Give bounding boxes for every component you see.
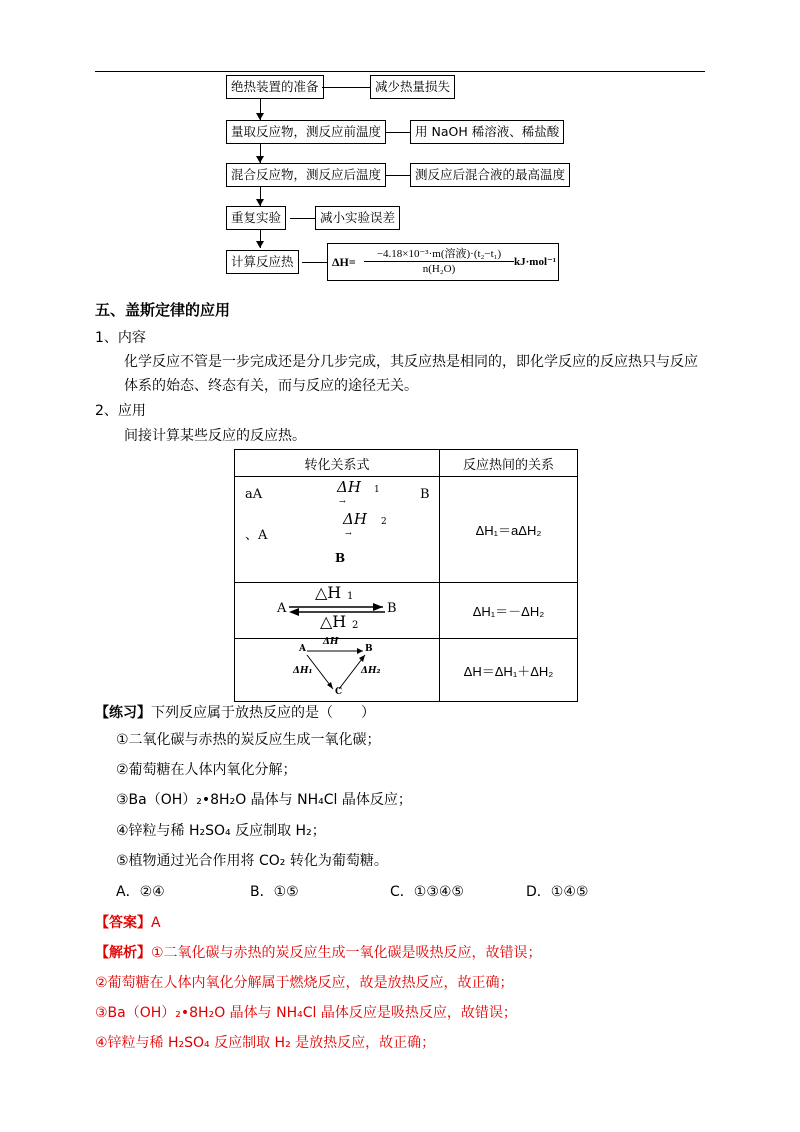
flow-connector [302, 262, 327, 263]
label-A: A [277, 601, 287, 616]
analysis-text: ①二氧化碳与赤热的炭反应生成一氧化碳是吸热反应，故错误； [151, 945, 542, 961]
arrow-down-icon [256, 199, 264, 206]
label-dH2: ΔH₂ [361, 666, 381, 676]
label-dH2-sub: 2 [352, 620, 359, 631]
label-dH1-sub: 1 [374, 485, 380, 495]
label-C: C [335, 687, 343, 697]
arrow-down-icon [256, 156, 264, 163]
diagram-cell-1 [235, 477, 440, 583]
formula-lhs: ΔH= [332, 255, 356, 269]
flow-step-2: 量取反应物，测反应前温度 [226, 120, 386, 144]
label-dH1: ΔH [337, 478, 361, 496]
label-dH1-sub: 1 [347, 591, 354, 602]
flow-note-3: 测反应后混合液的最高温度 [410, 163, 570, 187]
diagram-cell-2 [235, 583, 440, 639]
table-row [235, 583, 578, 639]
analysis-line: ④锌粒与稀 H₂SO₄ 反应制取 H₂ 是放热反应，故正确； [95, 1035, 436, 1051]
table-row [235, 639, 578, 702]
relation-cell: ΔH＝ΔH₁＋ΔH₂ [440, 639, 578, 702]
equilibrium-arrows-icon [287, 603, 387, 617]
formula-numerator: −4.18×10⁻³·m(溶液)·(t₂−t₁) [376, 248, 502, 260]
diagram-cell-3 [235, 639, 440, 702]
flow-step-3: 混合反应物，测反应后温度 [226, 163, 386, 187]
formula-unit: kJ·mol⁻¹ [514, 256, 557, 268]
flow-connector [385, 175, 410, 176]
flow-step-1: 绝热装置的准备 [226, 75, 324, 99]
label-dH: ΔH [323, 637, 339, 647]
item1-text-line1: 化学反应不管是一步完成还是分几步完成，其反应热是相同的，即化学反应的反应热只与反应 [124, 354, 698, 370]
header-rule [95, 71, 705, 72]
item1-text-line2: 体系的始态、终态有关，而与反应的途径无关。 [124, 378, 418, 394]
label-aA: aA [245, 487, 263, 502]
label-B: B [335, 551, 346, 565]
item1-heading: 1、内容 [95, 330, 146, 346]
exercise-label: 【练习】 [95, 705, 151, 721]
answer-label: 【答案】 [95, 915, 151, 931]
arrow-down-icon [256, 241, 264, 248]
label-dH2: △H [320, 612, 347, 631]
flow-step-5: 计算反应热 [226, 250, 299, 274]
hess-table [234, 449, 578, 702]
formula-box [327, 243, 559, 281]
table-row [235, 477, 578, 583]
exercise-option: ③Ba（OH）₂•8H₂O 晶体与 NH₄Cl 晶体反应； [116, 792, 412, 808]
label-A: A [299, 644, 306, 654]
table-header-cell: 反应热间的关系 [440, 450, 578, 477]
arrow-right-icon: → [345, 529, 352, 538]
exercise-question [95, 703, 375, 723]
choice-b: B．①⑤ [250, 884, 299, 900]
label-dH1: ΔH₁ [293, 666, 313, 676]
relation-cell: ΔH₁＝－ΔH₂ [440, 583, 578, 639]
relation-cell: ΔH₁＝aΔH₂ [440, 477, 578, 583]
answer [95, 913, 161, 933]
label-B: B [420, 487, 430, 502]
arrow-down-icon [256, 113, 264, 120]
label-B: B [387, 601, 397, 616]
flow-note-1: 减少热量损失 [370, 75, 455, 99]
flow-connector [290, 218, 315, 219]
flow-note-2: 用 NaOH 稀溶液、稀盐酸 [410, 120, 564, 144]
fraction-bar [364, 261, 514, 262]
label-dH1: △H [315, 583, 342, 602]
analysis-line [95, 943, 542, 963]
arrow-right-icon: → [339, 497, 346, 506]
analysis-line: ③Ba（OH）₂•8H₂O 晶体与 NH₄Cl 晶体反应是吸热反应，故错误； [95, 1005, 517, 1021]
label-dH2-sub: 2 [381, 517, 387, 527]
table-header-cell: 转化关系式 [235, 450, 440, 477]
exercise-option: ①二氧化碳与赤热的炭反应生成一氧化碳； [116, 732, 381, 748]
exercise-question-text: 下列反应属于放热反应的是（ ） [151, 705, 375, 721]
flow-step-4: 重复实验 [226, 206, 286, 230]
flow-connector [385, 132, 410, 133]
flow-connector [322, 87, 370, 88]
exercise-option: ⑤植物通过光合作用将 CO₂ 转化为葡萄糖。 [116, 853, 388, 869]
flow-note-4: 减小实验误差 [315, 206, 400, 230]
label-B: B [365, 644, 373, 654]
analysis-label: 【解析】 [95, 945, 151, 961]
formula-denominator: n(H₂O) [422, 263, 456, 275]
item2-heading: 2、应用 [95, 403, 146, 419]
answer-value: A [151, 915, 161, 931]
section-title: 五、盖斯定律的应用 [95, 301, 231, 319]
label-A: 、A [245, 528, 268, 543]
exercise-option: ④锌粒与稀 H₂SO₄ 反应制取 H₂； [116, 823, 326, 839]
choice-c: C．①③④⑤ [390, 884, 464, 900]
choice-d: D．①④⑤ [526, 884, 589, 900]
choice-a: A．②④ [116, 884, 165, 900]
exercise-option: ②葡萄糖在人体内氧化分解； [116, 762, 297, 778]
label-dH2: ΔH [343, 510, 367, 528]
item2-text: 间接计算某些反应的反应热。 [124, 428, 306, 444]
analysis-line: ②葡萄糖在人体内氧化分解属于燃烧反应，故是放热反应，故正确； [95, 975, 514, 991]
